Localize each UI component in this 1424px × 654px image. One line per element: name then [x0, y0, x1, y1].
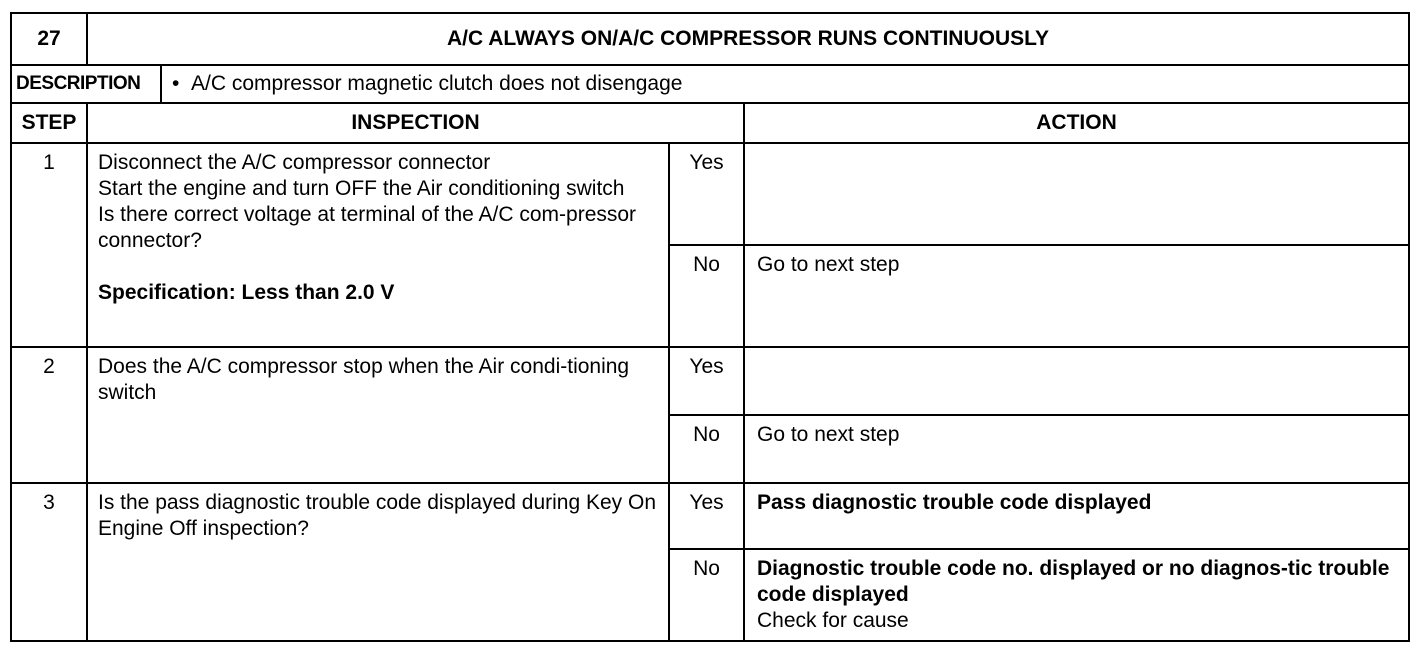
description-label: DESCRIPTION	[11, 65, 161, 103]
step-1-number: 1	[11, 143, 87, 347]
step-1-yes-label: Yes	[669, 143, 744, 245]
step-2-yes-action	[744, 347, 1409, 415]
step-2-no-action: Go to next step	[744, 415, 1409, 483]
diagnostic-sheet	[10, 12, 1408, 644]
description-row	[11, 65, 1409, 103]
step-3-number: 3	[11, 483, 87, 641]
step-2-inspection	[87, 347, 669, 483]
step-3-no-action-bold: Diagnostic trouble code no. displayed or no diagnos-tic trouble code displayed	[757, 557, 1390, 606]
column-header-inspection: INSPECTION	[87, 103, 744, 143]
step-1-yes-action	[744, 143, 1409, 245]
step-2-yes-row	[11, 347, 1409, 415]
step-1-no-action: Go to next step	[744, 245, 1409, 347]
step-1-line-2: Start the engine and turn OFF the Air conditioning switch	[98, 177, 625, 200]
procedure-title: A/C ALWAYS ON/A/C COMPRESSOR RUNS CONTINUOUSLY	[87, 13, 1409, 65]
title-row	[11, 13, 1409, 65]
step-1-specification: Specification: Less than 2.0 V	[98, 281, 395, 304]
description-text: A/C compressor magnetic clutch does not disengage	[191, 72, 683, 95]
description-cell	[161, 65, 1409, 103]
step-3-yes-row	[11, 483, 1409, 549]
step-3-line-1: Is the pass diagnostic trouble code displayed during Key On Engine Off inspection?	[98, 491, 657, 540]
diagnostic-table	[10, 12, 1410, 642]
step-1-line-3: Is there correct voltage at terminal of the A/C com-pressor connector?	[98, 203, 637, 252]
step-2-no-label: No	[669, 415, 744, 483]
description-bullet: •	[172, 72, 180, 95]
step-1-line-1: Disconnect the A/C compressor connector	[98, 151, 491, 174]
step-1-yes-row	[11, 143, 1409, 245]
step-1-inspection	[87, 143, 669, 347]
step-3-no-label: No	[669, 549, 744, 641]
step-3-yes-action: Pass diagnostic trouble code displayed	[744, 483, 1409, 549]
step-2-number: 2	[11, 347, 87, 483]
column-header-action: ACTION	[744, 103, 1409, 143]
step-3-inspection	[87, 483, 669, 641]
procedure-number: 27	[11, 13, 87, 65]
column-header-row	[11, 103, 1409, 143]
step-3-no-action-cell	[744, 549, 1409, 641]
step-2-yes-label: Yes	[669, 347, 744, 415]
step-1-no-label: No	[669, 245, 744, 347]
step-2-line-1: Does the A/C compressor stop when the Air condi-tioning switch	[98, 355, 630, 404]
step-1-spacer	[98, 254, 658, 280]
step-3-yes-label: Yes	[669, 483, 744, 549]
column-header-step: STEP	[11, 103, 87, 143]
step-3-no-action: Check for cause	[757, 609, 909, 632]
